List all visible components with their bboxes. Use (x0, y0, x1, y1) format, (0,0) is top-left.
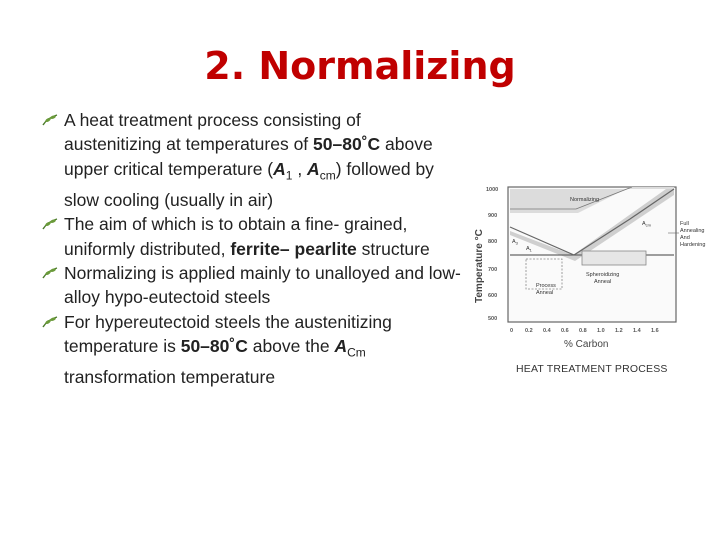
acm-subscript: Cm (347, 345, 366, 360)
x-tick: 0 (510, 328, 514, 334)
leaf-bullet-icon (42, 114, 58, 126)
x-tick: 1.2 (615, 328, 623, 334)
temp-range: 50–80˚C (180, 336, 248, 357)
temp-range: 50–80˚C (313, 134, 381, 155)
bullet-text: Normalizing is applied mainly to unalloyed and low-alloy hypo-eutectoid steels (64, 262, 461, 308)
bullet-text: structure (356, 238, 430, 259)
x-tick: 1.4 (633, 328, 641, 334)
leaf-bullet-icon (42, 316, 58, 328)
bullet-text: above upper critical temperature ( (64, 134, 433, 179)
bullet-item (42, 108, 462, 212)
bullet-item (42, 310, 462, 390)
a1-label: $A_1$ (526, 246, 532, 253)
acm-symbol: A (334, 336, 348, 357)
y-axis-label: Temperature °C (474, 229, 485, 303)
a3-label: $A_3$ (512, 239, 518, 246)
slide-title: 2. Normalizing (204, 44, 516, 88)
x-tick: 0.4 (543, 328, 551, 334)
spheroidizing-label: Anneal (594, 279, 612, 285)
heat-treatment-diagram (470, 175, 715, 385)
y-tick: 600 (488, 293, 498, 299)
acm-symbol: A (307, 158, 320, 179)
process-anneal-label: Anneal (536, 290, 554, 296)
x-tick: 1.6 (651, 328, 659, 334)
process-anneal-label: Process (536, 283, 556, 289)
bullet-text: For hypereutectoid steels the austenitizing temperature is (64, 311, 392, 357)
x-tick: 0.8 (579, 328, 587, 334)
bullet-text: , (292, 158, 308, 179)
bullet-item (42, 212, 462, 261)
normalizing-label: Normalizing (570, 197, 600, 203)
acm-label: $A_{cm}$ (642, 221, 652, 228)
bullet-item (42, 261, 462, 310)
y-tick: 800 (488, 239, 498, 245)
x-tick: 0.6 (561, 328, 569, 334)
bullet-text: ) followed by slow cooling (usually in air) (64, 158, 434, 210)
ferrite-pearlite: ferrite– pearlite (230, 238, 357, 259)
a1-symbol: A (273, 158, 286, 179)
x-tick: 0.2 (525, 328, 533, 334)
full-anneal-label: And (680, 235, 690, 241)
y-tick: 500 (488, 316, 498, 322)
bullet-text: transformation temperature (64, 367, 276, 388)
y-tick: 1000 (486, 187, 499, 193)
bullet-text: A heat treatment process consisting of austenitizing at temperatures of (64, 110, 361, 155)
y-tick: 700 (488, 267, 498, 273)
bullet-text: above the (247, 336, 335, 357)
full-anneal-label: Annealing (680, 228, 705, 234)
bullet-list (42, 108, 462, 389)
full-anneal-label: Hardening (680, 242, 706, 248)
acm-subscript: cm (319, 168, 336, 183)
figure-caption: HEAT TREATMENT PROCESS (516, 363, 668, 375)
x-axis-label: % Carbon (564, 339, 609, 350)
y-tick: 900 (488, 213, 498, 219)
leaf-bullet-icon (42, 267, 58, 279)
bullet-text: The aim of which is to obtain a fine- grained, uniformly distributed, (64, 214, 408, 259)
spheroidizing-region (582, 251, 646, 265)
a1-subscript: 1 (285, 168, 293, 183)
spheroidizing-label: Spheroidizing (586, 272, 620, 278)
x-tick: 1.0 (597, 328, 605, 334)
leaf-bullet-icon (42, 218, 58, 230)
full-anneal-label: Full (680, 221, 689, 227)
